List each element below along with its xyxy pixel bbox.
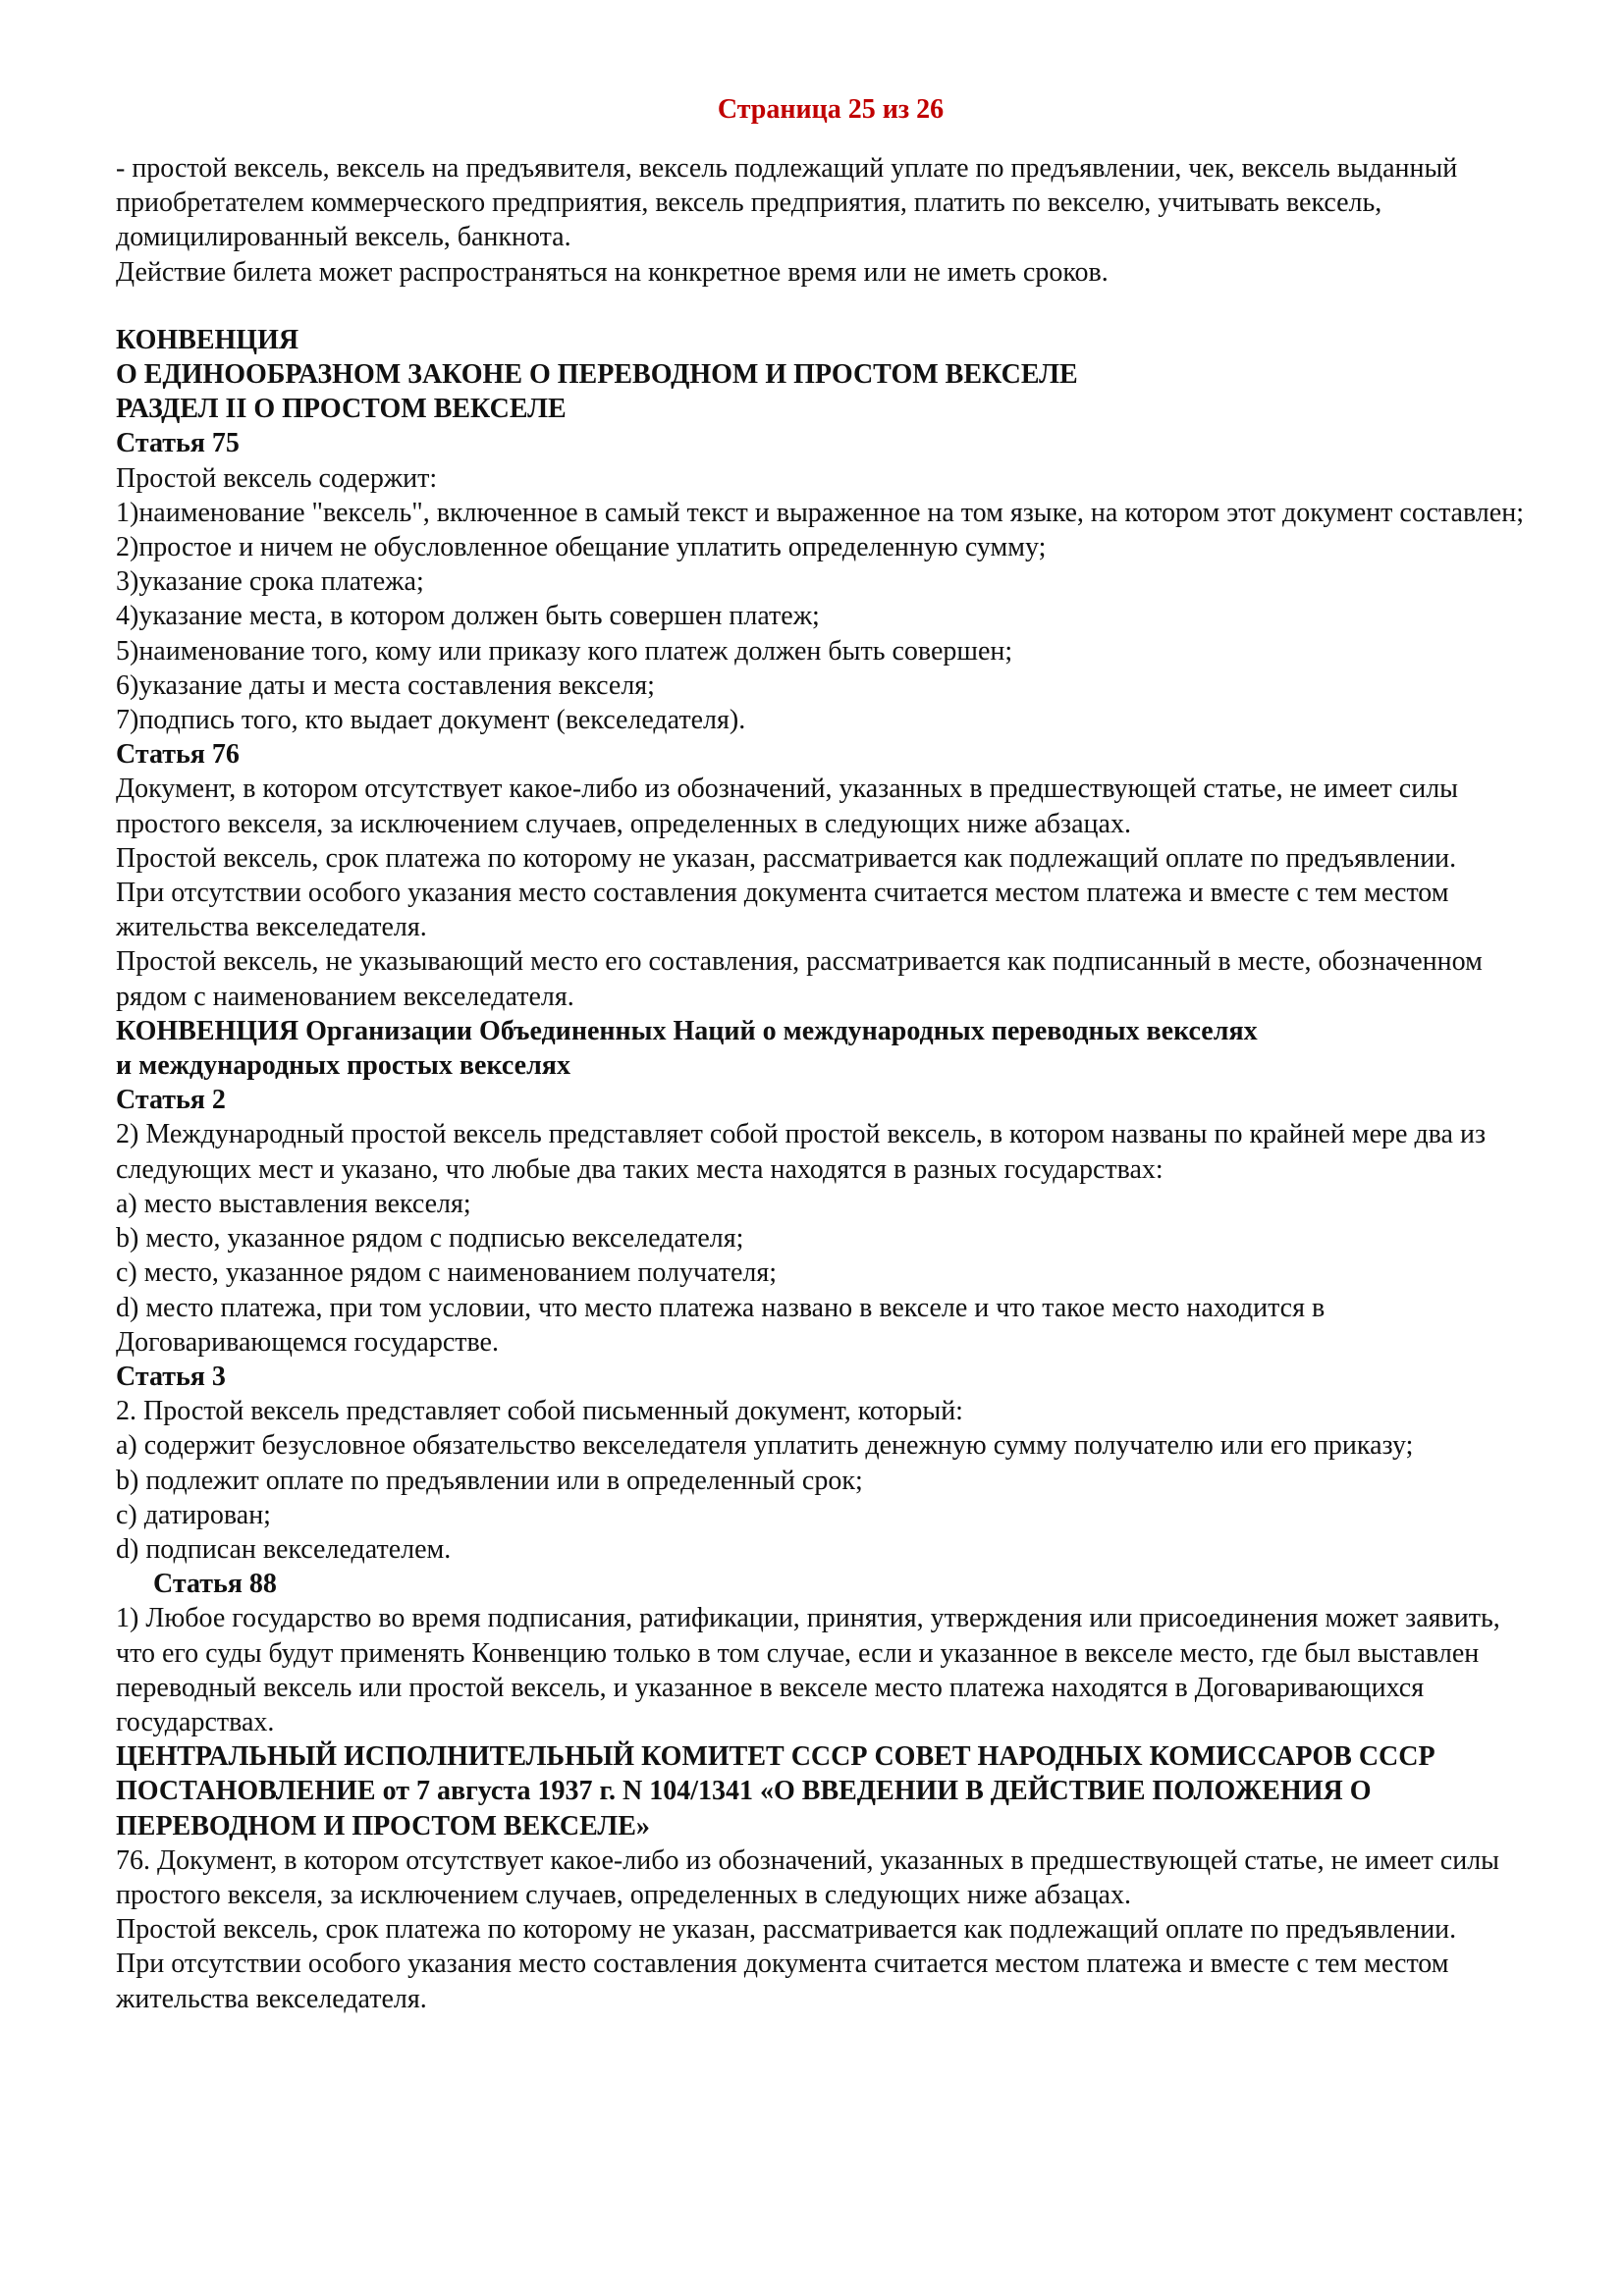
section-heading: РАЗДЕЛ II О ПРОСТОМ ВЕКСЕЛЕ bbox=[116, 394, 567, 425]
page-number: Страница 25 из 26 bbox=[717, 94, 945, 125]
list-item: b) подлежит оплате по предъявлении или в определенный срок; bbox=[116, 1465, 863, 1496]
section-heading: ЦЕНТРАЛЬНЫЙ ИСПОЛНИТЕЛЬНЫЙ КОМИТЕТ СССР СОВЕТ НАРОДНЫХ КОМИССАРОВ СССР ПОСТАНОВЛЕНИЕ от 7 августа 1937 г. N 104/1341 «О ВВЕДЕНИИ В ДЕЙСТВИЕ ПОЛОЖЕНИЯ О ПЕРЕВОДНОМ И ПРОСТОМ ВЕКСЕЛЕ» bbox=[116, 1741, 1435, 1842]
paragraph: 2. Простой вексель представляет собой письменный документ, который: bbox=[116, 1396, 963, 1427]
list-item: 6)указание даты и места составления векселя; bbox=[116, 669, 655, 701]
paragraph: 2) Международный простой вексель представляет собой простой вексель, в котором названы по крайней мере два из следующих мест и указано, что любые два таких места находятся в разных государствах: bbox=[116, 1119, 1487, 1185]
paragraph: Действие билета может распространяться на конкретное время или не иметь сроков. bbox=[116, 256, 1109, 288]
article-heading: Статья 76 bbox=[116, 739, 240, 771]
list-item: 2)простое и ничем не обусловленное обещание уплатить определенную сумму; bbox=[116, 532, 1047, 563]
paragraph: 76. Документ, в котором отсутствует какое-либо из обозначений, указанных в предшествующей статье, не имеет силы простого векселя, за исключением случаев, определенных в следующих ниже абзацах. bbox=[116, 1844, 1499, 1910]
list-item: 4)указание места, в котором должен быть совершен платеж; bbox=[116, 601, 820, 632]
list-item: c) датирован; bbox=[116, 1499, 271, 1530]
list-item: 5)наименование того, кому или приказу кого платеж должен быть совершен; bbox=[116, 635, 1013, 667]
paragraph: Простой вексель, срок платежа по которому не указан, рассматривается как подлежащий оплате по предъявлении. bbox=[116, 1914, 1457, 1946]
list-item: 1)наименование "вексель", включенное в самый текст и выраженное на том языке, на котором этот документ составлен; bbox=[116, 497, 1524, 528]
list-item: c) место, указанное рядом с наименованием получателя; bbox=[116, 1257, 778, 1289]
paragraph: 1) Любое государство во время подписания, ратификации, принятия, утверждения или присоединения может заявить, что его суды будут применять Конвенцию только в том случае, если и указанное в векселе место, где был выставлен переводный вексель или простой вексель, и указанное в векселе место платежа находятся в Договаривающихся государствах. bbox=[116, 1603, 1500, 1737]
section-heading: КОНВЕНЦИЯ bbox=[116, 324, 299, 355]
document-body bbox=[116, 151, 1545, 2016]
section-heading: О ЕДИНООБРАЗНОМ ЗАКОНЕ О ПЕРЕВОДНОМ И ПРОСТОМ ВЕКСЕЛЕ bbox=[116, 359, 1078, 391]
list-item: 3)указание срока платежа; bbox=[116, 566, 424, 598]
list-item: a) место выставления векселя; bbox=[116, 1188, 471, 1219]
list-item: 7)подпись того, кто выдает документ (векселедателя). bbox=[116, 705, 746, 736]
paragraph: Простой вексель содержит: bbox=[116, 462, 438, 494]
article-heading: Статья 75 bbox=[116, 428, 240, 459]
article-heading: Статья 3 bbox=[116, 1361, 226, 1392]
list-item: d) место платежа, при том условии, что место платежа названо в векселе и что такое место находится в Договаривающемся государстве. bbox=[116, 1292, 1326, 1358]
paragraph: - простой вексель, вексель на предъявителя, вексель подлежащий уплате по предъявлении, чек, вексель выданный приобретателем коммерческого предприятия, вексель предприятия, платить по векселю, учитывать вексель, домицилированный вексель, банкнота. bbox=[116, 153, 1458, 253]
list-item: a) содержит безусловное обязательство векселедателя уплатить денежную сумму получателю или его приказу; bbox=[116, 1430, 1414, 1462]
list-item: d) подписан векселедателем. bbox=[116, 1533, 452, 1565]
section-heading: КОНВЕНЦИЯ Организации Объединенных Наций о международных переводных векселях bbox=[116, 1015, 1258, 1046]
list-item: b) место, указанное рядом с подписью векселедателя; bbox=[116, 1223, 744, 1255]
paragraph: При отсутствии особого указания место составления документа считается местом платежа и вместе с тем местом жительства векселедателя. bbox=[116, 878, 1449, 943]
section-heading: и международных простых векселях bbox=[116, 1050, 570, 1082]
article-heading: Статья 2 bbox=[116, 1085, 226, 1116]
paragraph: Простой вексель, не указывающий место его составления, рассматривается как подписанный в месте, обозначенном рядом с наименованием векселедателя. bbox=[116, 946, 1483, 1012]
paragraph: Документ, в котором отсутствует какое-либо из обозначений, указанных в предшествующей статье, не имеет силы простого векселя, за исключением случаев, определенных в следующих ниже абзацах. bbox=[116, 774, 1458, 839]
paragraph: Простой вексель, срок платежа по которому не указан, рассматривается как подлежащий оплате по предъявлении. bbox=[116, 842, 1457, 874]
article-heading: Статья 88 bbox=[153, 1569, 277, 1600]
paragraph: При отсутствии особого указания место составления документа считается местом платежа и вместе с тем местом жительства векселедателя. bbox=[116, 1949, 1449, 2014]
